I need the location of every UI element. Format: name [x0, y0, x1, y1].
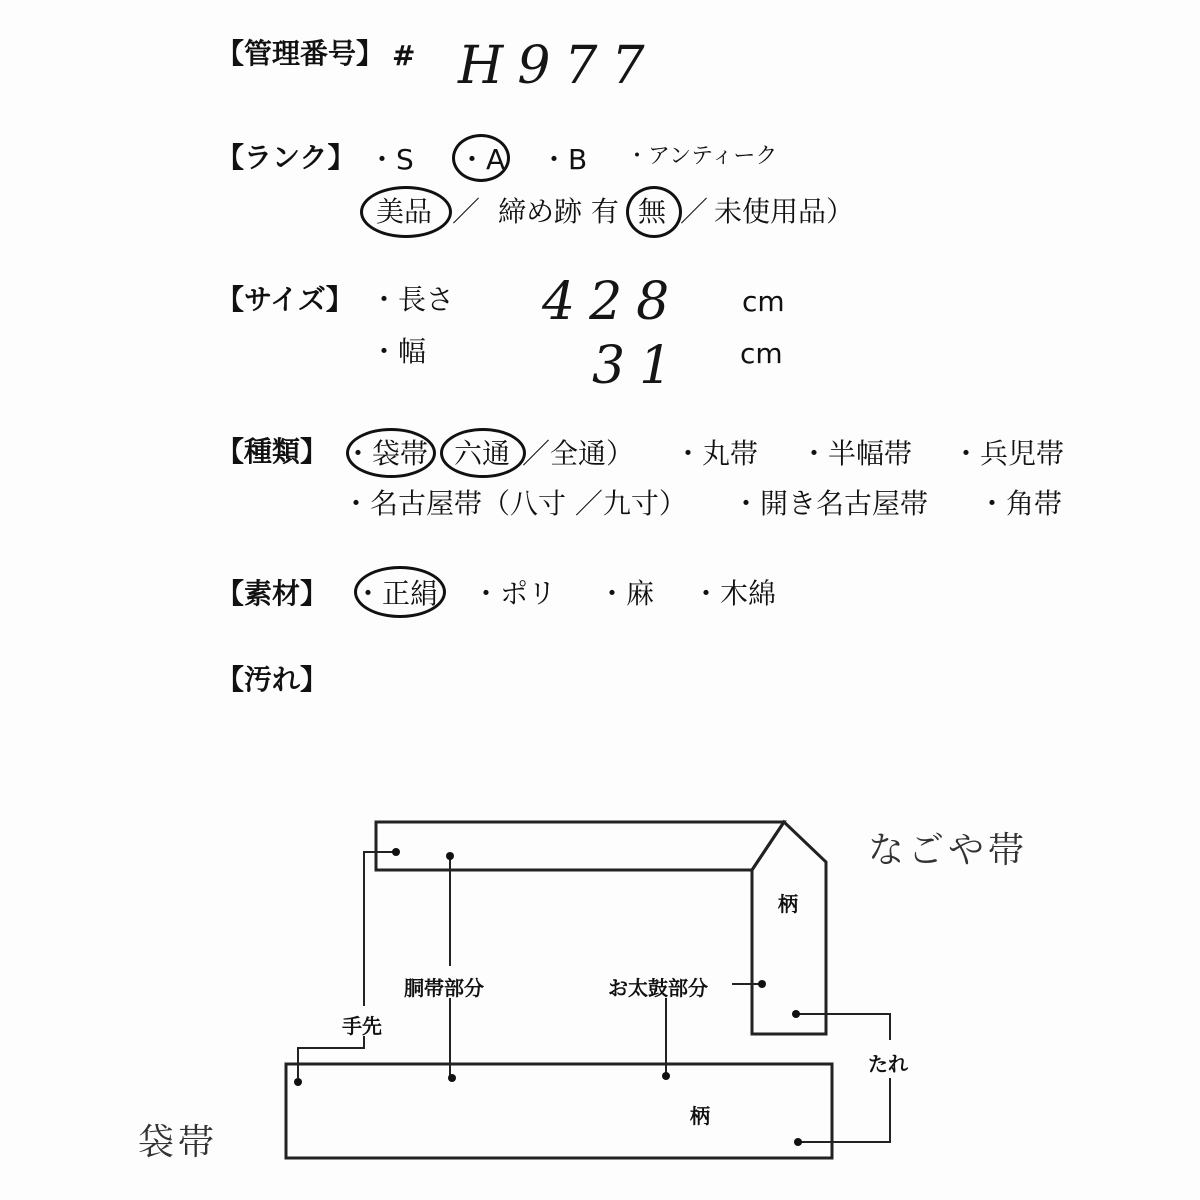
size-width-label: ・幅 [370, 335, 427, 368]
management-number-label: 【管理番号】 [216, 37, 385, 70]
condition-slash-2: ／ [680, 195, 709, 228]
material-poly[interactable]: ・ポリ [472, 577, 557, 610]
material-silk[interactable]: ・正絹 [354, 577, 439, 610]
condition-slash-1: ／ [452, 195, 481, 228]
condition-unused[interactable]: 未使用品） [714, 195, 855, 228]
dobu-point-top [446, 852, 454, 860]
diagram-tare-label: たれ [868, 1052, 908, 1076]
diagram-pattern-bottom: 柄 [690, 1104, 710, 1128]
diagram-pattern-top: 柄 [778, 892, 798, 916]
type-label: 【種類】 [216, 435, 329, 468]
diagram-otaiko-label: お太鼓部分 [608, 976, 708, 1000]
material-cotton[interactable]: ・木綿 [692, 577, 777, 610]
material-hemp[interactable]: ・麻 [598, 577, 655, 610]
rank-option-antique[interactable]: ・アンティーク [626, 144, 778, 169]
type-rokutsu[interactable]: 六通 [454, 437, 511, 470]
tare-leader-line-upper [796, 1014, 890, 1040]
size-width-value: 31 [592, 336, 687, 396]
size-length-value: 428 [542, 272, 684, 332]
condition-none[interactable]: 無 [638, 195, 667, 228]
tare-point-top [792, 1010, 800, 1018]
type-zentsu[interactable]: ／全通） [522, 437, 635, 470]
rank-label: 【ランク】 [216, 141, 356, 174]
condition-beauty[interactable]: 美品 [376, 195, 433, 228]
diagram-nagoya-title: なごや帯 [868, 830, 1029, 871]
dobu-point-bottom [448, 1074, 456, 1082]
tesaki-leader-line [364, 852, 396, 1006]
tare-leader-line-lower [798, 1078, 890, 1142]
rank-option-a[interactable]: ・A [458, 143, 506, 176]
size-length-label: ・長さ [370, 283, 455, 316]
rank-option-s[interactable]: ・S [368, 143, 414, 176]
otaiko-point-bottom [662, 1072, 670, 1080]
otaiko-point-top [758, 980, 766, 988]
size-label: 【サイズ】 [216, 283, 354, 316]
diagram-dobu-label: 胴帯部分 [404, 976, 484, 1000]
type-nagoya-obi[interactable]: ・名古屋帯（八寸 ／九寸） [342, 487, 687, 520]
size-length-unit: cm [742, 285, 785, 318]
diagram-tesaki-label: 手先 [342, 1014, 382, 1038]
condition-tie-mark[interactable]: 締め跡 有 [498, 195, 619, 228]
nagoya-vertical-band [752, 822, 826, 1034]
fukuro-band [286, 1064, 832, 1158]
type-heko-obi[interactable]: ・兵児帯 [952, 437, 1065, 470]
management-number-hash: # [392, 39, 416, 72]
nagoya-upper-band [376, 822, 784, 870]
rank-option-b[interactable]: ・B [540, 143, 588, 176]
type-kaku-obi[interactable]: ・角帯 [978, 487, 1063, 520]
tesaki-point-bottom [294, 1078, 302, 1086]
type-hiraki-nagoya-obi[interactable]: ・開き名古屋帯 [732, 487, 929, 520]
tesaki-leader-line-lower [298, 1036, 364, 1078]
stain-label: 【汚れ】 [216, 663, 329, 696]
management-number-value: H977 [458, 36, 659, 96]
type-fukuro-obi[interactable]: ・袋帯 [344, 437, 429, 470]
tesaki-point-top [392, 848, 400, 856]
material-label: 【素材】 [216, 577, 329, 610]
size-width-unit: cm [740, 337, 783, 370]
type-hanhaba-obi[interactable]: ・半幅帯 [800, 437, 913, 470]
type-maru-obi[interactable]: ・丸帯 [674, 437, 759, 470]
tare-point-bottom [794, 1138, 802, 1146]
diagram-fukuro-title: 袋帯 [138, 1122, 219, 1163]
